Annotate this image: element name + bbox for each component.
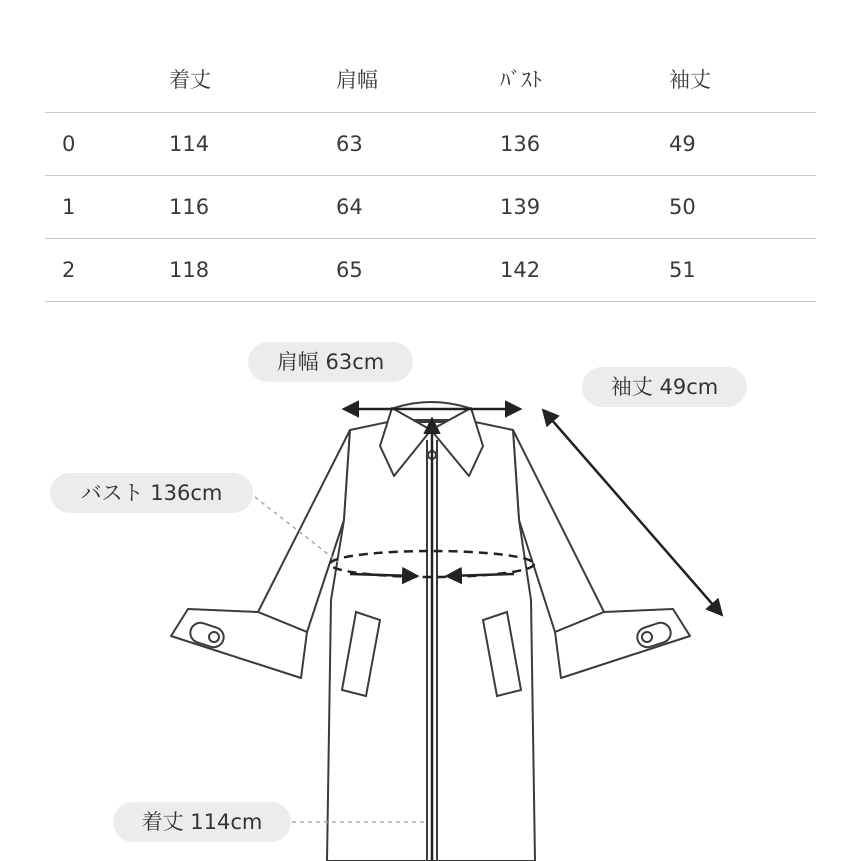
cell-bust: 139 <box>500 195 541 219</box>
cell-length: 118 <box>169 258 210 282</box>
cell-sleeve: 49 <box>669 132 696 156</box>
cell-size: 0 <box>62 132 76 156</box>
cell-shoulder: 64 <box>336 195 363 219</box>
cell-length: 116 <box>169 195 210 219</box>
sleeve-label: 袖丈 49cm <box>582 367 747 407</box>
header-sleeve: 袖丈 <box>669 68 711 92</box>
shoulder-label: 肩幅 63cm <box>248 342 413 382</box>
cell-sleeve: 51 <box>669 258 696 282</box>
cell-bust: 136 <box>500 132 541 156</box>
cell-shoulder: 65 <box>336 258 363 282</box>
cell-bust: 142 <box>500 258 541 282</box>
bust-label: バスト 136cm <box>50 473 253 513</box>
cell-size: 2 <box>62 258 76 282</box>
cell-length: 114 <box>169 132 210 156</box>
length-label: 着丈 114cm <box>113 802 291 842</box>
cell-size: 1 <box>62 195 76 219</box>
header-length: 着丈 <box>169 68 211 92</box>
header-bust: ﾊﾞｽﾄ <box>500 68 542 92</box>
header-shoulder: 肩幅 <box>336 68 378 92</box>
cell-sleeve: 50 <box>669 195 696 219</box>
cell-shoulder: 63 <box>336 132 363 156</box>
